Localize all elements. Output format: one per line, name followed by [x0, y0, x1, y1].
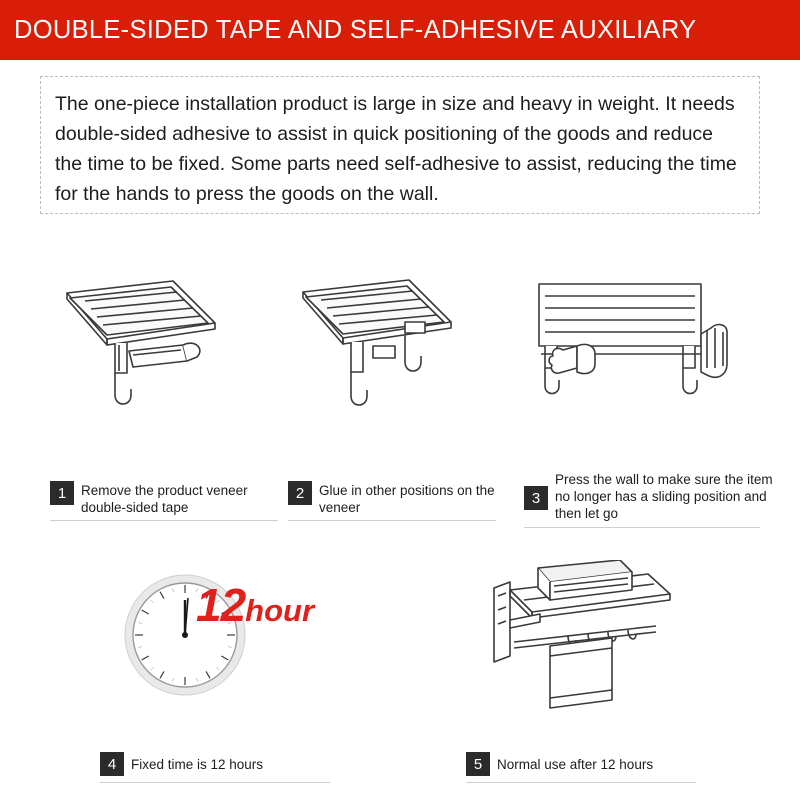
illustration-shelf-glue-positions — [285, 262, 475, 442]
step-text-2: Glue in other positions on the veneer — [319, 483, 495, 515]
intro-paragraph: The one-piece installation product is large in size and heavy in weight. It needs double-sided adhesive to assist in quick positioning of the goods and reduce the time to be fixed. Some parts need self-adhesive to assist, reducing the time for the hands to press the goods on the wall. — [55, 93, 737, 205]
caption-rule-2 — [288, 520, 496, 521]
step-text-5: Normal use after 12 hours — [497, 757, 654, 772]
step-number-4: 4 — [100, 752, 124, 776]
illustration-normal-use — [480, 560, 680, 730]
step-text-3: Press the wall to make sure the item no longer has a sliding position and then let go — [555, 472, 773, 521]
step-number-5: 5 — [466, 752, 490, 776]
page-title: DOUBLE-SIDED TAPE AND SELF-ADHESIVE AUXILIARY — [14, 15, 697, 44]
step-number-3: 3 — [524, 486, 548, 510]
step-number-1: 1 — [50, 481, 74, 505]
clock-hours-number: 12 — [196, 579, 246, 631]
intro-text-box — [40, 76, 760, 214]
illustration-shelf-peeling-tape — [55, 265, 235, 440]
caption-rule-3 — [524, 527, 760, 528]
step-text-4: Fixed time is 12 hours — [131, 757, 264, 772]
step-caption-1 — [50, 481, 270, 516]
step-number-2: 2 — [288, 481, 312, 505]
clock-hours-word: hour — [245, 593, 315, 628]
caption-rule-5 — [466, 782, 696, 783]
step-caption-4 — [100, 752, 320, 776]
clock-hours-label — [196, 578, 314, 632]
caption-rule-4 — [100, 782, 330, 783]
step-text-1: Remove the product veneer double-sided tape — [81, 483, 248, 515]
header-banner — [0, 0, 800, 60]
step-caption-3 — [524, 470, 774, 522]
illustration-press-to-wall — [515, 268, 745, 428]
caption-rule-1 — [50, 520, 278, 521]
step-caption-5 — [466, 752, 696, 776]
step-caption-2 — [288, 481, 503, 516]
